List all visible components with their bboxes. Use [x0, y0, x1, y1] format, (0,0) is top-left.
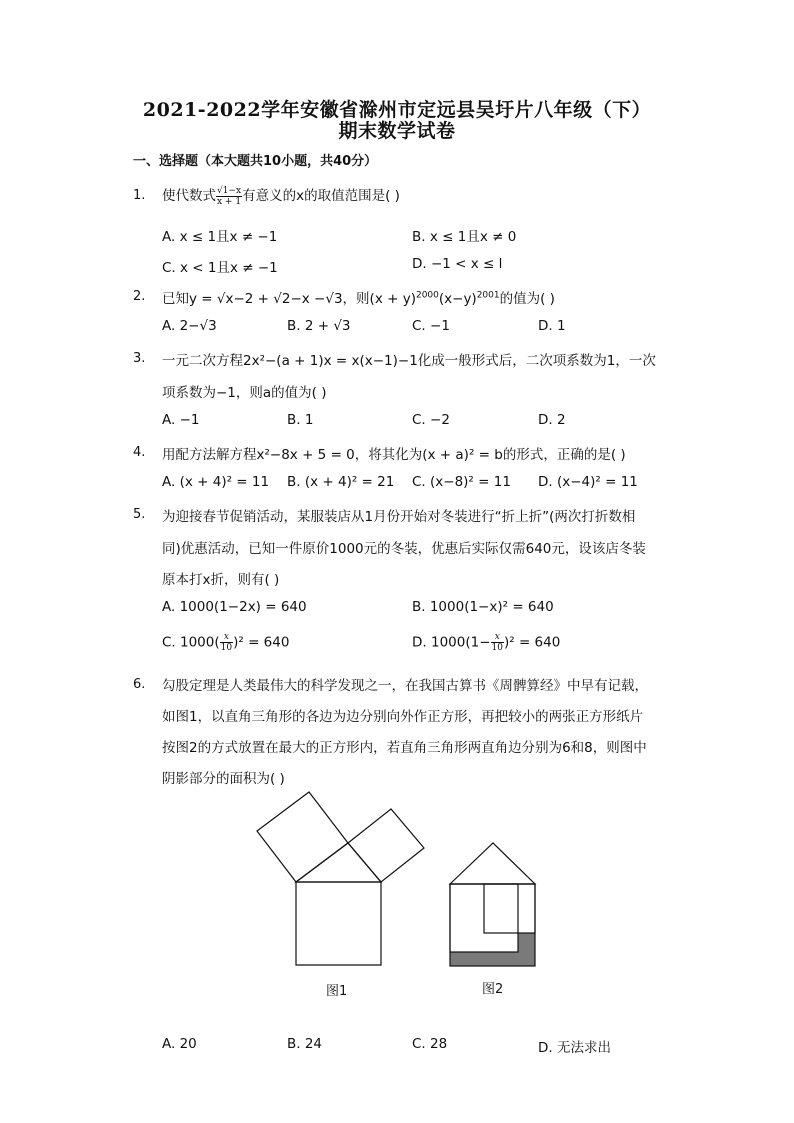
- q5-option-a[interactable]: A. 1000(1−2x) = 640: [162, 599, 307, 615]
- q2-stem-c: 的值为( ): [499, 291, 555, 307]
- q4-stem-line1: 用配方法解方程x²−8x + 5 = 0，将其化为(x + a)² = b的形式，正确的是( ): [162, 447, 626, 463]
- q6-stem-line1: 勾股定理是人类最伟大的科学发现之一，在我国古算书《周髀算经》中早有记载，: [162, 678, 648, 694]
- q5-option-c-denominator: 10: [220, 643, 233, 653]
- q5-option-c-numerator: x: [220, 632, 233, 643]
- q5-option-d-pre: D. 1000(1−: [412, 634, 491, 651]
- q3-number: 3.: [133, 351, 146, 366]
- q5-stem-line2: 同)优惠活动，已知一件原价1000元的冬装，优惠后实际仅需640元，设该店冬装: [162, 541, 646, 557]
- figure-1-large-square: [296, 882, 381, 965]
- q3-stem-line2: 项系数为−1，则a的值为( ): [162, 385, 327, 401]
- q2-stem-b: (x−y): [438, 291, 477, 307]
- q1-fraction: [216, 186, 242, 207]
- q4-option-a[interactable]: A. (x + 4)² = 11: [162, 474, 270, 490]
- q3-option-b[interactable]: B. 1: [287, 412, 314, 428]
- figure-1-right-triangle: [296, 843, 381, 882]
- figure-1-left-square: [257, 792, 348, 882]
- q4-option-d[interactable]: D. (x−4)² = 11: [538, 474, 638, 490]
- q1-option-d[interactable]: D. −1 < x ≤ l: [412, 256, 503, 272]
- q5-option-c-pre: C. 1000(: [162, 634, 220, 651]
- q3-stem-line1: 一元二次方程2x²−(a + 1)x = x(x−1)−1化成一般形式后，二次项系数为1，一次: [162, 353, 656, 369]
- q5-stem-line3: 原本打x折，则有( ): [162, 572, 280, 588]
- q2-exponent-1: 2000: [415, 290, 439, 301]
- q3-option-a[interactable]: A. −1: [162, 412, 200, 428]
- figure-1-pythagoras: [250, 785, 450, 970]
- figure-2-triangle: [450, 843, 535, 884]
- figure-1-caption: 图1: [326, 984, 348, 999]
- q2-option-a[interactable]: A. 2−√3: [162, 318, 217, 334]
- page-subtitle: 期末数学试卷: [338, 120, 456, 142]
- q5-stem-line1: 为迎接春节促销活动，某服装店从1月份开始对冬装进行“折上折”(两次打折数相: [162, 509, 636, 525]
- q5-option-c[interactable]: [162, 632, 289, 653]
- q1-number: 1.: [133, 188, 146, 203]
- q5-option-d-numerator: x: [491, 632, 504, 643]
- q6-stem-line4: 阴影部分的面积为( ): [162, 771, 285, 787]
- q5-option-d-post: )² = 640: [503, 634, 561, 651]
- q4-option-b[interactable]: B. (x + 4)² = 21: [287, 474, 395, 490]
- q1-stem-pre: 使代数式: [162, 188, 216, 204]
- q2-stem: [162, 287, 555, 307]
- q2-stem-a: 已知y = √x−2 + √2−x −√3，则(x + y): [162, 291, 416, 307]
- figure-2-small-square: [484, 884, 535, 933]
- figure-2-shaded-right: [518, 933, 535, 966]
- q6-stem-line3: 按图2的方式放置在最大的正方形内，若直角三角形两直角边分别为6和8，则图中: [162, 740, 647, 756]
- q5-option-c-fraction: [220, 632, 233, 653]
- q1-option-c[interactable]: C. x < 1且x ≠ −1: [162, 260, 278, 276]
- q1-fraction-numerator: √1−x: [217, 185, 242, 196]
- q4-option-c[interactable]: C. (x−8)² = 11: [412, 474, 511, 490]
- q5-option-d-fraction: [491, 632, 504, 653]
- section-heading: 一、选择题（本大题共10小题，共40分）: [133, 154, 378, 169]
- q1-fraction-denominator: x + 1: [217, 196, 242, 207]
- q2-option-c[interactable]: C. −1: [412, 318, 450, 334]
- q4-number: 4.: [133, 445, 146, 460]
- figure-2-caption: 图2: [482, 982, 504, 997]
- page-title: 2021-2022学年安徽省滁州市定远县吴圩片八年级（下）: [142, 99, 652, 121]
- figure-1-right-square: [348, 809, 424, 882]
- q2-exponent-2: 2001: [476, 290, 500, 301]
- q1-stem: [162, 184, 400, 207]
- q5-option-c-post: )² = 640: [233, 634, 290, 651]
- q3-option-d[interactable]: D. 2: [538, 412, 566, 428]
- q1-option-a[interactable]: A. x ≤ 1且x ≠ −1: [162, 229, 278, 245]
- q1-option-b[interactable]: B. x ≤ 1且x ≠ 0: [412, 229, 517, 245]
- q6-option-c[interactable]: C. 28: [412, 1036, 448, 1052]
- q6-option-d[interactable]: D. 无法求出: [538, 1040, 611, 1056]
- q2-option-d[interactable]: D. 1: [538, 318, 566, 334]
- figure-2-arrangement: [445, 838, 545, 973]
- q5-option-d-denominator: 10: [491, 643, 503, 653]
- q5-option-d[interactable]: [412, 632, 560, 653]
- q6-option-a[interactable]: A. 20: [162, 1036, 197, 1052]
- q1-stem-post: 有意义的x的取值范围是( ): [242, 188, 400, 204]
- q6-option-b[interactable]: B. 24: [287, 1036, 323, 1052]
- q6-number: 6.: [133, 677, 146, 692]
- q3-option-c[interactable]: C. −2: [412, 412, 450, 428]
- q5-option-b[interactable]: B. 1000(1−x)² = 640: [412, 599, 554, 615]
- q2-option-b[interactable]: B. 2 + √3: [287, 318, 351, 334]
- q6-stem-line2: 如图1，以直角三角形的各边为边分别向外作正方形，再把较小的两张正方形纸片: [162, 709, 644, 725]
- q5-number: 5.: [133, 507, 146, 522]
- q2-number: 2.: [133, 289, 146, 304]
